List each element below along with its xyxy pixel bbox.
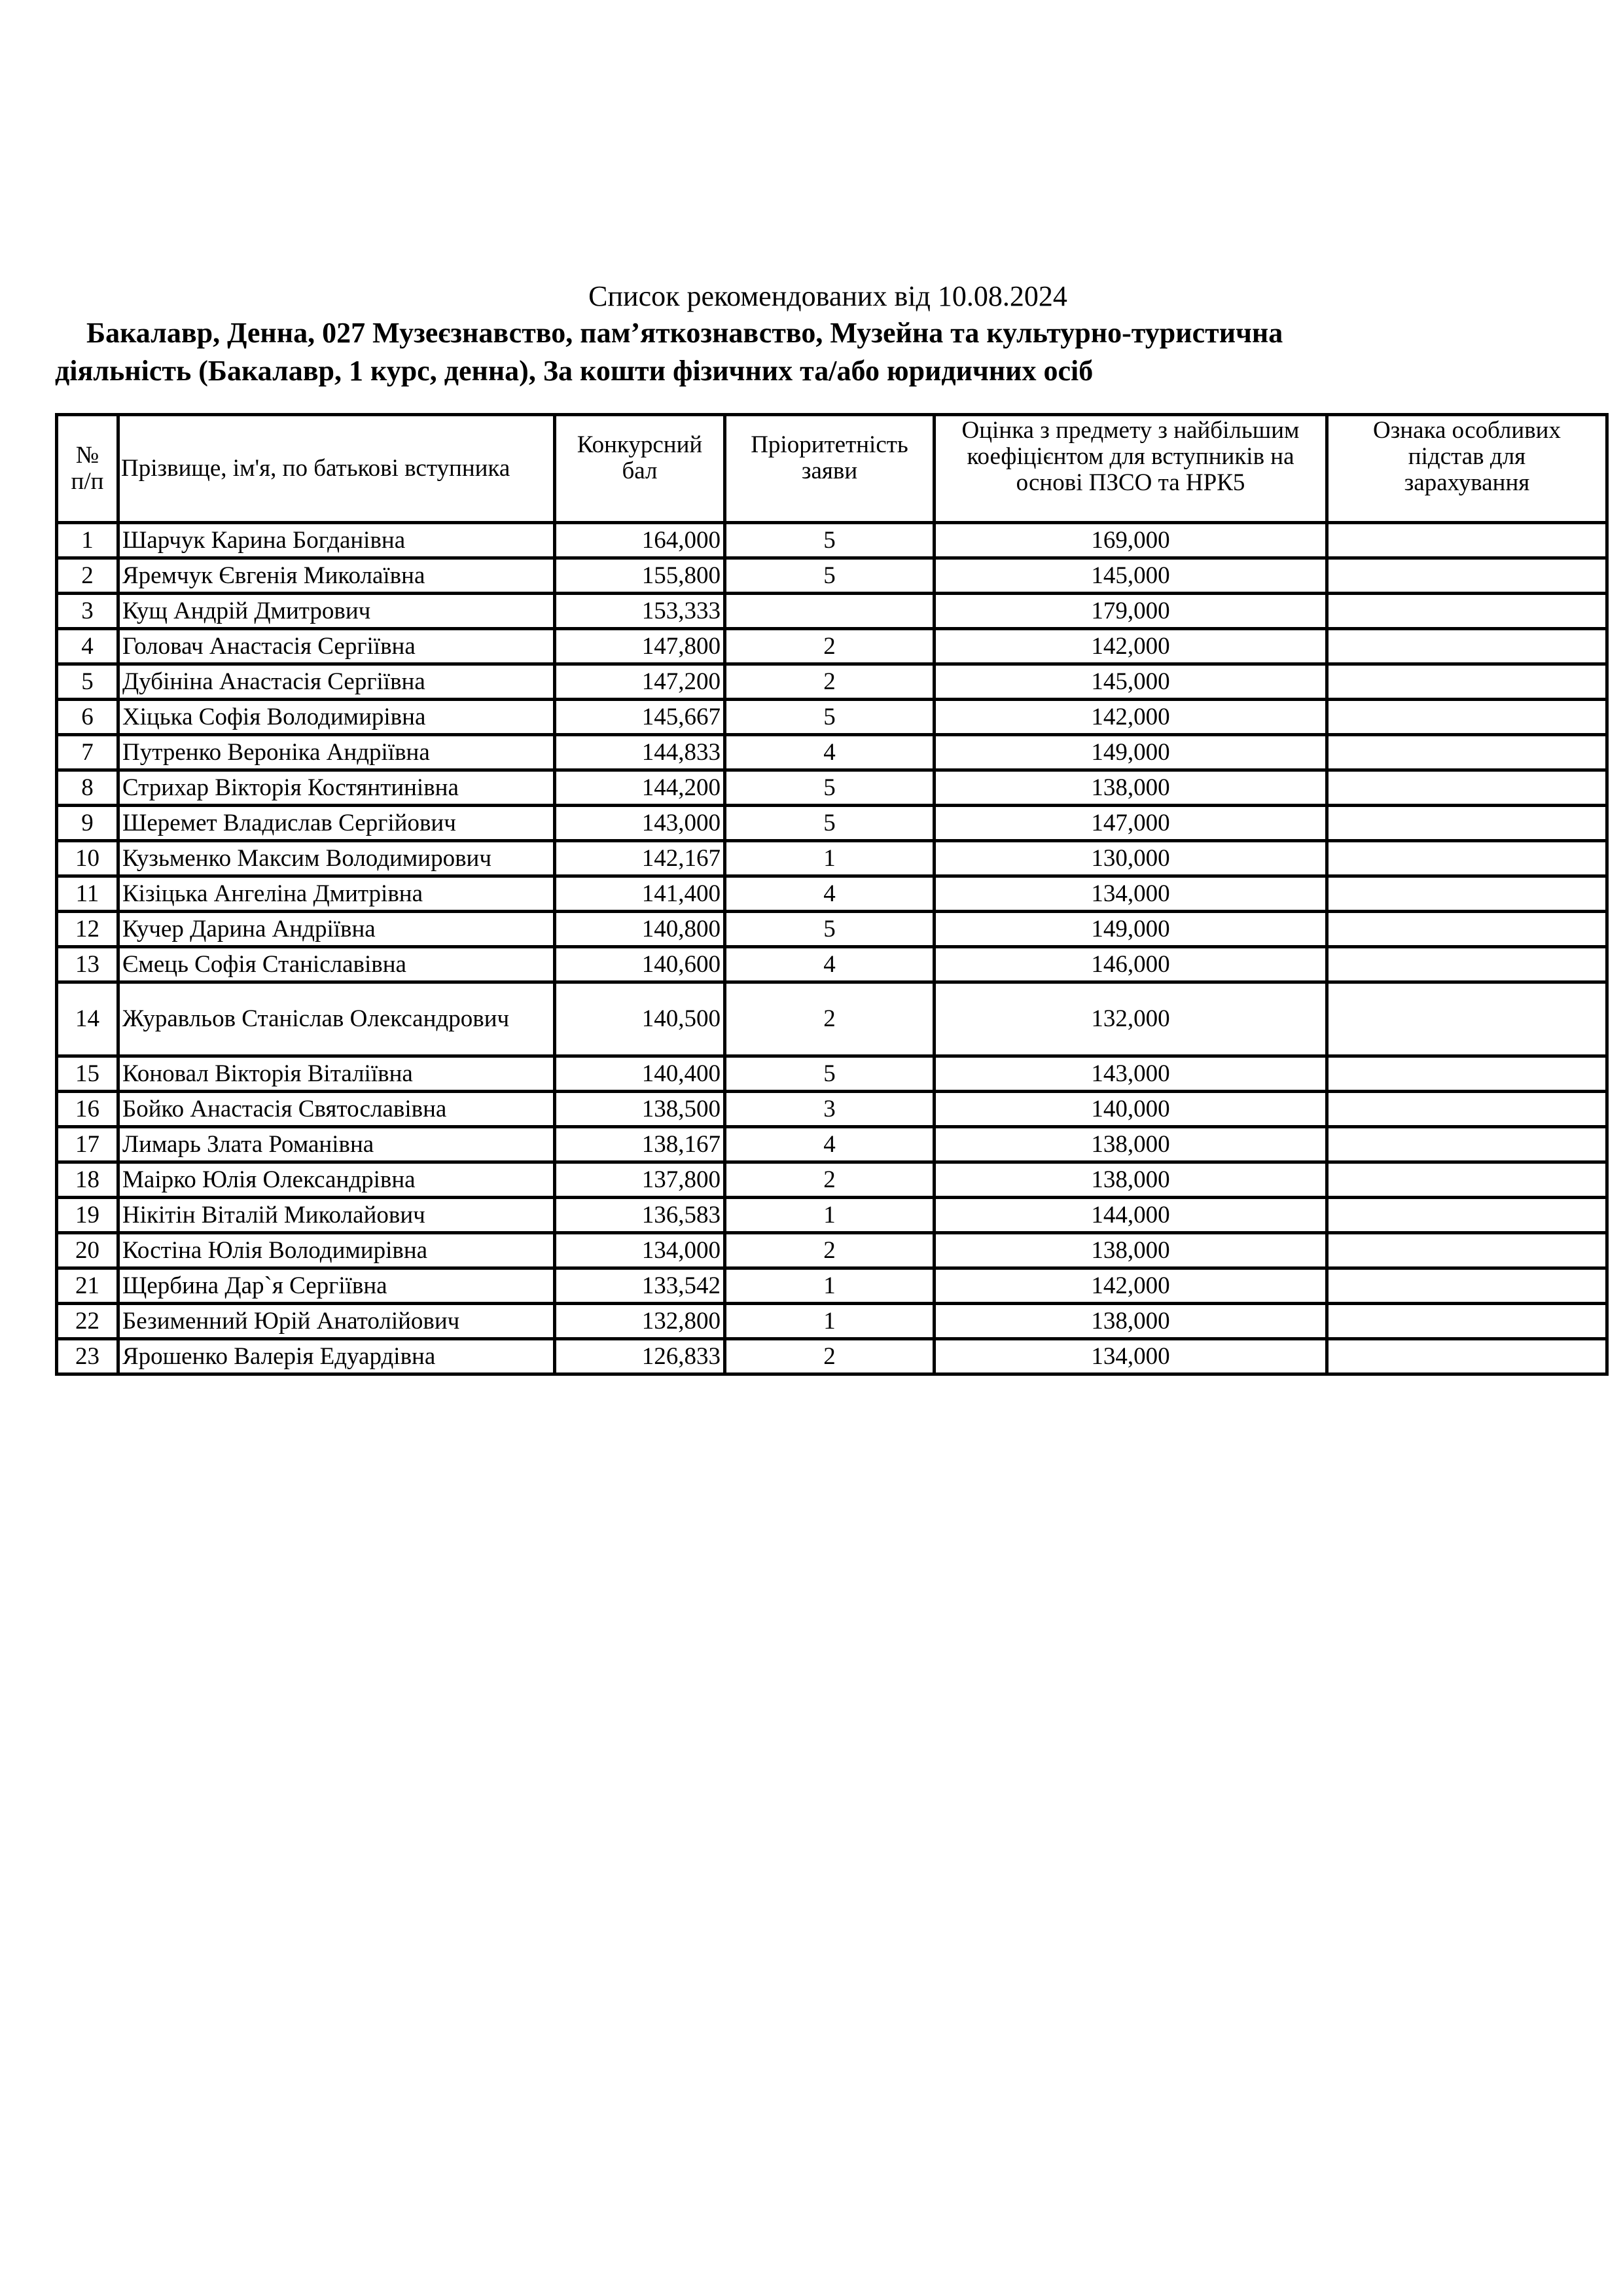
cell-competitive-score: 126,833 xyxy=(555,1339,725,1374)
cell-competitive-score: 155,800 xyxy=(555,558,725,594)
cell-subject-score: 147,000 xyxy=(935,806,1327,841)
cell-subject-score: 142,000 xyxy=(935,629,1327,664)
table-row xyxy=(57,523,1607,558)
cell-subject-score: 134,000 xyxy=(935,876,1327,912)
cell-priority xyxy=(725,594,935,629)
cell-special-grounds xyxy=(1327,664,1607,700)
cell-applicant-name: Щербина Дар`я Сергіївна xyxy=(118,1268,555,1304)
cell-subject-score: 138,000 xyxy=(935,770,1327,806)
cell-competitive-score: 140,800 xyxy=(555,912,725,947)
cell-number: 12 xyxy=(57,912,118,947)
header-priority-line-2: заяви xyxy=(801,457,858,484)
cell-competitive-score: 147,200 xyxy=(555,664,725,700)
cell-priority: 5 xyxy=(725,700,935,735)
header-mark-line-1: Ознака особливих xyxy=(1373,417,1561,444)
cell-subject-score: 149,000 xyxy=(935,735,1327,770)
table-row xyxy=(57,1092,1607,1127)
cell-special-grounds xyxy=(1327,735,1607,770)
cell-priority: 5 xyxy=(725,912,935,947)
cell-subject-score: 138,000 xyxy=(935,1127,1327,1162)
cell-special-grounds xyxy=(1327,1339,1607,1374)
cell-priority: 1 xyxy=(725,1268,935,1304)
cell-number: 2 xyxy=(57,558,118,594)
cell-priority: 2 xyxy=(725,982,935,1056)
cell-number: 21 xyxy=(57,1268,118,1304)
table-row xyxy=(57,841,1607,876)
table-row xyxy=(57,1127,1607,1162)
cell-priority: 4 xyxy=(725,1127,935,1162)
cell-applicant-name: Ємець Софія Станіславівна xyxy=(118,947,555,982)
cell-number: 11 xyxy=(57,876,118,912)
cell-number: 4 xyxy=(57,629,118,664)
cell-special-grounds xyxy=(1327,1304,1607,1339)
cell-subject-score: 138,000 xyxy=(935,1233,1327,1268)
cell-special-grounds xyxy=(1327,700,1607,735)
cell-number: 14 xyxy=(57,982,118,1056)
table-row xyxy=(57,1304,1607,1339)
cell-competitive-score: 141,400 xyxy=(555,876,725,912)
cell-applicant-name: Головач Анастасія Сергіївна xyxy=(118,629,555,664)
cell-subject-score: 179,000 xyxy=(935,594,1327,629)
header-score-line-2: бал xyxy=(622,457,658,484)
table-row xyxy=(57,1162,1607,1198)
cell-subject-score: 143,000 xyxy=(935,1056,1327,1092)
table-row xyxy=(57,770,1607,806)
cell-special-grounds xyxy=(1327,594,1607,629)
cell-priority: 2 xyxy=(725,629,935,664)
cell-priority: 2 xyxy=(725,664,935,700)
cell-subject-score: 169,000 xyxy=(935,523,1327,558)
cell-applicant-name: Маірко Юлія Олександрівна xyxy=(118,1162,555,1198)
cell-applicant-name: Шарчук Карина Богданівна xyxy=(118,523,555,558)
cell-special-grounds xyxy=(1327,806,1607,841)
cell-priority: 5 xyxy=(725,806,935,841)
cell-subject-score: 142,000 xyxy=(935,700,1327,735)
cell-applicant-name: Костіна Юлія Володимирівна xyxy=(118,1233,555,1268)
header-mark-line-2: підстав для xyxy=(1408,443,1526,470)
cell-applicant-name: Кучер Дарина Андріївна xyxy=(118,912,555,947)
cell-competitive-score: 153,333 xyxy=(555,594,725,629)
cell-number: 5 xyxy=(57,664,118,700)
cell-applicant-name: Лимарь Злата Романівна xyxy=(118,1127,555,1162)
cell-competitive-score: 138,167 xyxy=(555,1127,725,1162)
table-row xyxy=(57,1198,1607,1233)
table-row xyxy=(57,629,1607,664)
cell-competitive-score: 136,583 xyxy=(555,1198,725,1233)
cell-priority: 5 xyxy=(725,523,935,558)
cell-special-grounds xyxy=(1327,523,1607,558)
cell-applicant-name: Путренко Вероніка Андріївна xyxy=(118,735,555,770)
header-subject-line-3: основі ПЗСО та НРК5 xyxy=(1016,469,1245,496)
cell-applicant-name: Бойко Анастасія Святославівна xyxy=(118,1092,555,1127)
cell-special-grounds xyxy=(1327,912,1607,947)
cell-applicant-name: Журавльов Станіслав Олександрович xyxy=(118,982,555,1056)
cell-number: 18 xyxy=(57,1162,118,1198)
cell-applicant-name: Коновал Вікторія Віталіївна xyxy=(118,1056,555,1092)
cell-competitive-score: 140,500 xyxy=(555,982,725,1056)
cell-subject-score: 145,000 xyxy=(935,664,1327,700)
header-special-grounds xyxy=(1327,415,1607,523)
cell-priority: 4 xyxy=(725,876,935,912)
cell-special-grounds xyxy=(1327,841,1607,876)
cell-subject-score: 138,000 xyxy=(935,1304,1327,1339)
cell-competitive-score: 142,167 xyxy=(555,841,725,876)
cell-applicant-name: Яремчук Євгенія Миколаївна xyxy=(118,558,555,594)
cell-applicant-name: Кущ Андрій Дмитрович xyxy=(118,594,555,629)
header-score-line-1: Конкурсний xyxy=(577,431,703,458)
cell-priority: 4 xyxy=(725,947,935,982)
cell-competitive-score: 164,000 xyxy=(555,523,725,558)
cell-special-grounds xyxy=(1327,1268,1607,1304)
cell-competitive-score: 138,500 xyxy=(555,1092,725,1127)
table-row xyxy=(57,806,1607,841)
cell-priority: 2 xyxy=(725,1233,935,1268)
cell-special-grounds xyxy=(1327,1198,1607,1233)
cell-special-grounds xyxy=(1327,947,1607,982)
cell-competitive-score: 147,800 xyxy=(555,629,725,664)
table-row xyxy=(57,1268,1607,1304)
cell-special-grounds xyxy=(1327,1162,1607,1198)
header-priority-line-1: Пріоритетність xyxy=(751,431,908,458)
cell-subject-score: 142,000 xyxy=(935,1268,1327,1304)
cell-competitive-score: 144,833 xyxy=(555,735,725,770)
cell-priority: 5 xyxy=(725,1056,935,1092)
cell-number: 7 xyxy=(57,735,118,770)
cell-priority: 2 xyxy=(725,1162,935,1198)
table-row xyxy=(57,1233,1607,1268)
cell-number: 23 xyxy=(57,1339,118,1374)
header-number-line-2: п/п xyxy=(71,468,104,495)
cell-number: 6 xyxy=(57,700,118,735)
cell-competitive-score: 144,200 xyxy=(555,770,725,806)
cell-subject-score: 140,000 xyxy=(935,1092,1327,1127)
cell-competitive-score: 133,542 xyxy=(555,1268,725,1304)
cell-priority: 3 xyxy=(725,1092,935,1127)
cell-number: 13 xyxy=(57,947,118,982)
header-number xyxy=(57,415,118,523)
cell-applicant-name: Стрихар Вікторія Костянтинівна xyxy=(118,770,555,806)
cell-priority: 5 xyxy=(725,770,935,806)
cell-number: 22 xyxy=(57,1304,118,1339)
table-row xyxy=(57,912,1607,947)
cell-competitive-score: 132,800 xyxy=(555,1304,725,1339)
cell-applicant-name: Хіцька Софія Володимирівна xyxy=(118,700,555,735)
cell-special-grounds xyxy=(1327,770,1607,806)
cell-special-grounds xyxy=(1327,629,1607,664)
cell-subject-score: 149,000 xyxy=(935,912,1327,947)
table-row xyxy=(57,947,1607,982)
table-row xyxy=(57,1339,1607,1374)
cell-competitive-score: 134,000 xyxy=(555,1233,725,1268)
cell-number: 9 xyxy=(57,806,118,841)
program-description-line-1: Бакалавр, Денна, 027 Музеєзнавство, пам’яткознавство, Музейна та культурно-туристична xyxy=(86,317,1283,349)
cell-priority: 4 xyxy=(725,735,935,770)
cell-applicant-name: Кузьменко Максим Володимирович xyxy=(118,841,555,876)
cell-subject-score: 144,000 xyxy=(935,1198,1327,1233)
cell-applicant-name: Дубініна Анастасія Сергіївна xyxy=(118,664,555,700)
header-mark-line-3: зарахування xyxy=(1404,469,1530,496)
cell-competitive-score: 140,600 xyxy=(555,947,725,982)
cell-subject-score: 138,000 xyxy=(935,1162,1327,1198)
cell-applicant-name: Безименний Юрій Анатолійович xyxy=(118,1304,555,1339)
cell-competitive-score: 145,667 xyxy=(555,700,725,735)
cell-number: 10 xyxy=(57,841,118,876)
table-row xyxy=(57,735,1607,770)
header-number-line-1: № xyxy=(75,442,99,469)
cell-priority: 1 xyxy=(725,1304,935,1339)
cell-subject-score: 146,000 xyxy=(935,947,1327,982)
cell-applicant-name: Нікітін Віталій Миколайович xyxy=(118,1198,555,1233)
cell-special-grounds xyxy=(1327,1056,1607,1092)
cell-competitive-score: 143,000 xyxy=(555,806,725,841)
cell-number: 17 xyxy=(57,1127,118,1162)
cell-applicant-name: Ярошенко Валерія Едуардівна xyxy=(118,1339,555,1374)
cell-competitive-score: 140,400 xyxy=(555,1056,725,1092)
cell-number: 16 xyxy=(57,1092,118,1127)
header-applicant-name: Прізвище, ім'я, по батькові вступника xyxy=(118,415,555,523)
header-application-priority xyxy=(725,415,935,523)
cell-special-grounds xyxy=(1327,982,1607,1056)
cell-number: 19 xyxy=(57,1198,118,1233)
cell-number: 1 xyxy=(57,523,118,558)
cell-competitive-score: 137,800 xyxy=(555,1162,725,1198)
cell-special-grounds xyxy=(1327,1233,1607,1268)
cell-number: 15 xyxy=(57,1056,118,1092)
cell-subject-score: 145,000 xyxy=(935,558,1327,594)
cell-applicant-name: Шеремет Владислав Сергійович xyxy=(118,806,555,841)
table-header-row xyxy=(57,415,1607,523)
table-row xyxy=(57,876,1607,912)
cell-subject-score: 134,000 xyxy=(935,1339,1327,1374)
table-row xyxy=(57,594,1607,629)
recommended-applicants-table xyxy=(55,413,1609,1376)
table-row xyxy=(57,664,1607,700)
cell-subject-score: 132,000 xyxy=(935,982,1327,1056)
cell-special-grounds xyxy=(1327,876,1607,912)
header-subject-line-1: Оцінка з предмету з найбільшим xyxy=(961,417,1300,444)
cell-special-grounds xyxy=(1327,558,1607,594)
header-subject-score xyxy=(935,415,1327,523)
table-body xyxy=(57,523,1607,1374)
cell-priority: 2 xyxy=(725,1339,935,1374)
cell-special-grounds xyxy=(1327,1127,1607,1162)
table-row xyxy=(57,982,1607,1056)
header-competitive-score xyxy=(555,415,725,523)
cell-special-grounds xyxy=(1327,1092,1607,1127)
cell-applicant-name: Кізіцька Ангеліна Дмитрівна xyxy=(118,876,555,912)
document-title: Список рекомендованих від 10.08.2024 xyxy=(588,280,1067,312)
program-description xyxy=(55,314,1613,390)
cell-priority: 1 xyxy=(725,841,935,876)
header-subject-line-2: коефіцієнтом для вступників на xyxy=(967,443,1294,470)
table-row xyxy=(57,558,1607,594)
table-row xyxy=(57,700,1607,735)
cell-subject-score: 130,000 xyxy=(935,841,1327,876)
cell-priority: 5 xyxy=(725,558,935,594)
table-row xyxy=(57,1056,1607,1092)
cell-number: 8 xyxy=(57,770,118,806)
cell-number: 20 xyxy=(57,1233,118,1268)
program-description-line-2: діяльність (Бакалавр, 1 курс, денна), За кошти фізичних та/або юридичних осіб xyxy=(55,355,1094,387)
cell-priority: 1 xyxy=(725,1198,935,1233)
cell-number: 3 xyxy=(57,594,118,629)
